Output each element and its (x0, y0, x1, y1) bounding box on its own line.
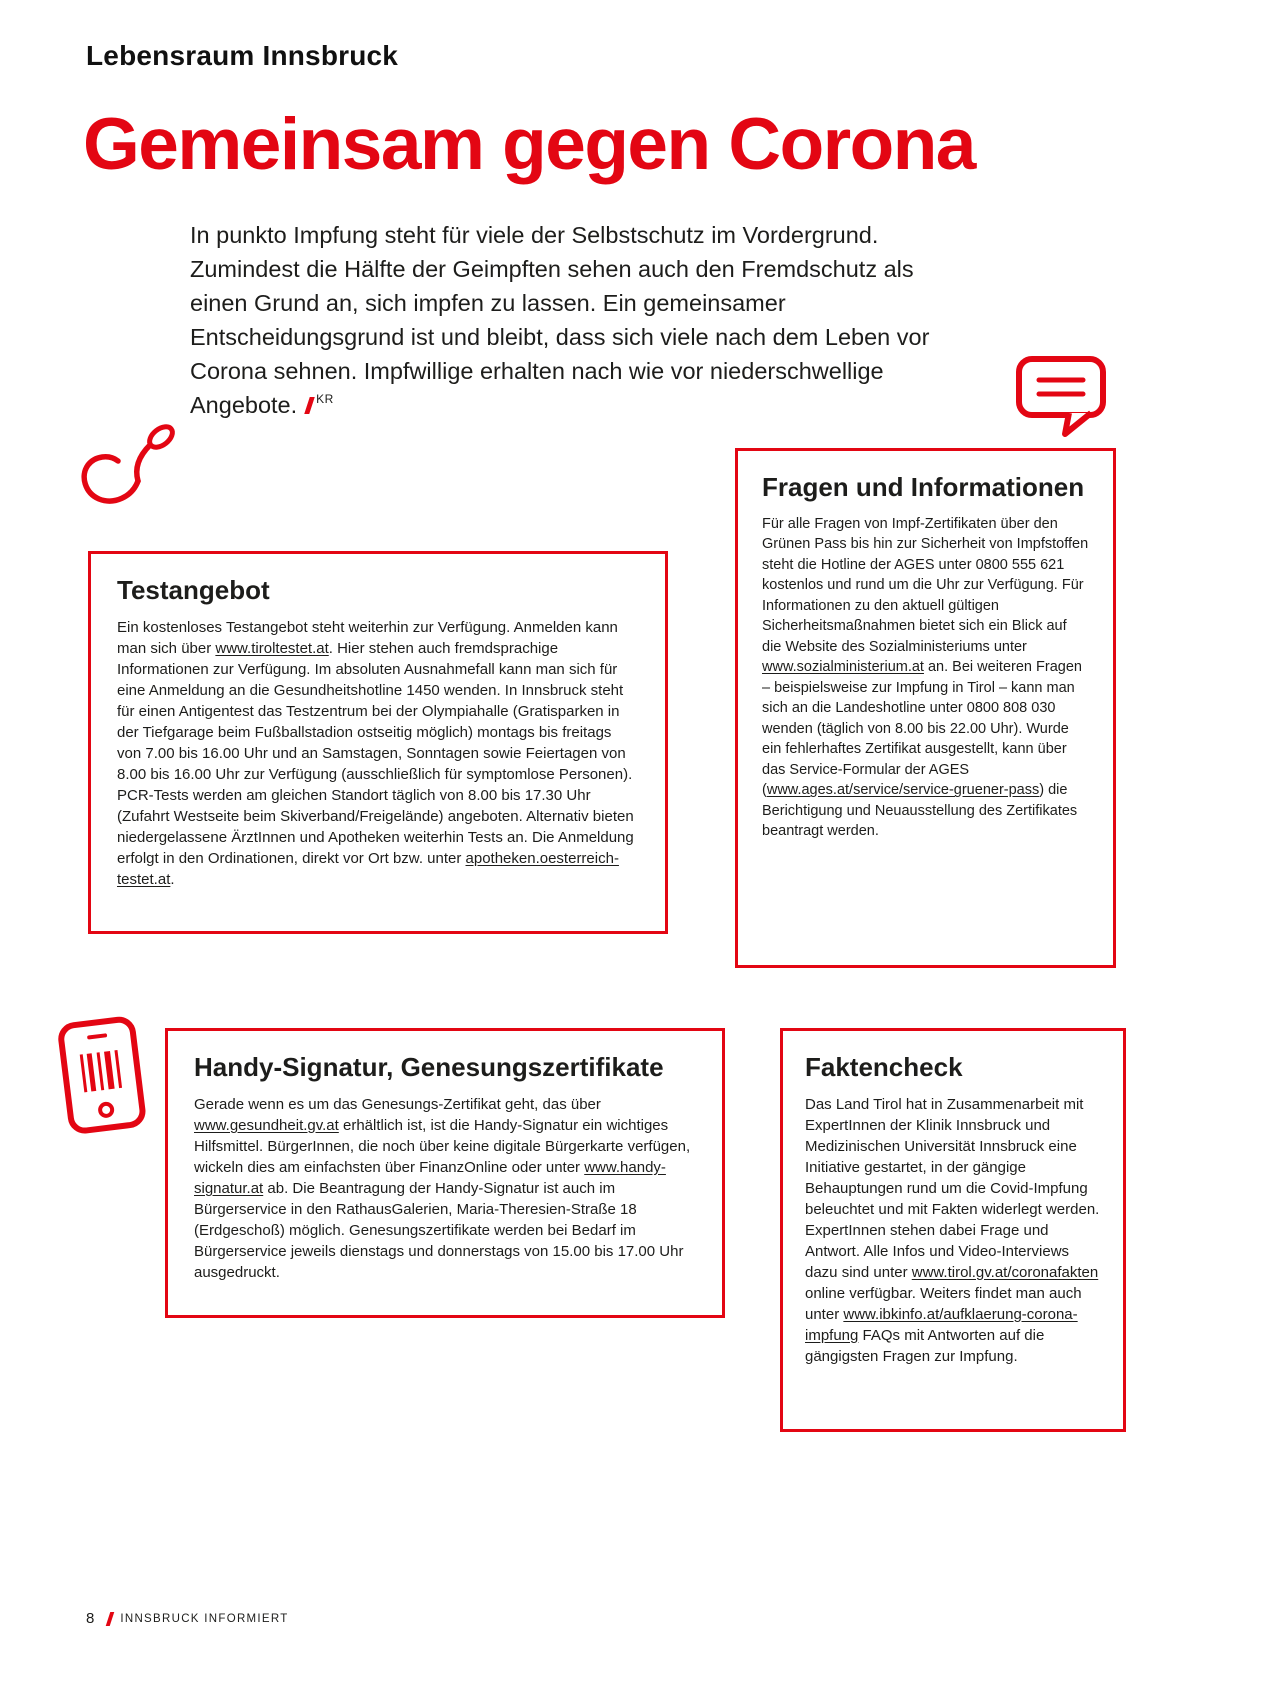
text-segment: . Hier stehen auch fremdsprachige Informationen zur Verfügung. Im absoluten Ausnahmefall kann man sich für eine Anmeldung an die Gesundheitshotline 1450 wenden. In Innsbruck steht für einen Antigentest das Testzentrum bei der Olympiahalle (Gratisparken in der Tiefgarage beim Fußballstadion ostseitig möglich) montags bis freitags von 7.00 bis 16.00 Uhr und an Samstagen, Sonntagen sowie Feiertagen von 8.00 bis 16.00 Uhr zur Verfügung (ausschließlich für symptomlose Personen). PCR-Tests werden am gleichen Standort täglich von 8.00 bis 17.30 Uhr (Zufahrt Westseite beim Skiverband/Freigelände) angeboten. Alternativ bieten niedergelassene ÄrztInnen und Apotheken weiterhin Tests an. Die Anmeldung erfolgt in den Ordinationen, direkt vor Ort bzw. unter (117, 639, 634, 867)
text-segment: Das Land Tirol hat in Zusammenarbeit mit ExpertInnen der Klinik Innsbruck und Medizinischen Universität Innsbruck eine Initiative gestartet, in der gängige Behauptungen rund um die Covid-Impfung beleuchtet und mit Fakten widerlegt werden. ExpertInnen stehen dabei Frage und Antwort. Alle Infos und Video-Interviews dazu sind unter (805, 1095, 1100, 1281)
link-ibkinfo-aufklaerung-corona-impfung[interactable]: www.ibkinfo.at/aufklaerung-corona-impfung (805, 1305, 1078, 1344)
magazine-name: INNSBRUCK INFORMIERT (120, 1612, 289, 1625)
intro-text: In punkto Impfung steht für viele der Selbstschutz im Vordergrund. Zumindest die Hälfte der Geimpften sehen auch den Fremdschutz als einen Grund an, sich impfen zu lassen. Ein gemeinsamer Entscheidungsgrund ist und bleibt, dass sich viele nach dem Leben vor Corona sehnen. Impfwillige erhalten nach wie vor niederschwellige Angebote. (190, 222, 930, 418)
link-tirol-coronafakten[interactable]: www.tirol.gv.at/coronafakten (911, 1263, 1099, 1281)
link-apotheken-oesterreich-testet[interactable]: apotheken.oesterreich-testet.at (117, 849, 619, 888)
link-handy-signatur-at[interactable]: www.handy-signatur.at (194, 1158, 666, 1197)
section-kicker: Lebensraum Innsbruck (86, 40, 399, 71)
text-segment: ab. Die Beantragung der Handy-Signatur ist auch im Bürgerservice in den RathausGalerien, Maria-Theresien-Straße 18 (Erdgeschoß) möglich. Genesungszertifikate werden bei Bedarf im Bürgerservice jeweils dienstags und donnerstags von 15.00 bis 17.00 Uhr ausgedruckt. (194, 1179, 684, 1281)
handy-signatur-body (194, 1094, 696, 1283)
page-title: Gemeinsam gegen Corona (83, 104, 975, 185)
phone-barcode-icon (58, 1016, 148, 1141)
text-segment: ) die Berichtigung und Neuausstellung des Zertifikates beantragt werden. (762, 782, 1078, 840)
fragen-informationen-box (735, 448, 1116, 968)
text-segment: erhältlich ist, ist die Handy-Signatur ein wichtiges Hilfsmittel. BürgerInnen, die noch über keine digitale Bürgerkarte verfügen, wickeln dies am einfachsten über FinanzOnline oder unter (194, 1116, 691, 1176)
testangebot-box (88, 551, 668, 934)
handy-signatur-box (165, 1028, 725, 1318)
speech-bubble-icon (1015, 355, 1107, 444)
text-segment: FAQs mit Antworten auf die gängigsten Fragen zur Impfung. (805, 1326, 1045, 1365)
fragen-body (762, 514, 1089, 842)
faktencheck-box (780, 1028, 1126, 1432)
page-footer (86, 1610, 289, 1627)
text-segment: Ein kostenloses Testangebot steht weiterhin zur Verfügung. Anmelden kann man sich über (117, 618, 618, 657)
link-tiroltestet[interactable]: www.tiroltestet.at (215, 639, 329, 657)
faktencheck-title: Faktencheck (805, 1052, 963, 1082)
testangebot-title: Testangebot (117, 575, 270, 605)
fragen-title: Fragen und Informationen (762, 472, 1085, 502)
testangebot-body (117, 617, 639, 890)
handy-signatur-title: Handy-Signatur, Genesungszertifikate (194, 1052, 664, 1082)
text-segment: Gerade wenn es um das Genesungs-Zertifikat geht, das über (194, 1095, 601, 1113)
intro-paragraph (190, 218, 955, 426)
text-segment: Für alle Fragen von Impf-Zertifikaten über den Grünen Pass bis hin zur Sicherheit von Impfstoffen steht die Hotline der AGES unter 0800 555 621 kostenlos und rund um die Uhr zur Verfügung. Für Informationen zu den aktuell gültigen Sicherheitsmaßnahmen bietet sich ein Blick auf die Website des Sozialministeriums unter (762, 515, 1089, 655)
red-slash-icon (304, 397, 315, 414)
link-gesundheit-gv-at[interactable]: www.gesundheit.gv.at (194, 1116, 339, 1134)
text-segment: online verfügbar. Weiters findet man auch unter (805, 1284, 1082, 1323)
faktencheck-body (805, 1094, 1101, 1367)
test-swab-icon (76, 423, 180, 530)
link-ages-service-gruener-pass[interactable]: www.ages.at/service/service-gruener-pass (766, 782, 1040, 799)
link-sozialministerium[interactable]: www.sozialministerium.at (762, 659, 924, 676)
text-segment: an. Bei weiteren Fragen – beispielsweise zur Impfung in Tirol – kann man sich an die Landeshotline unter 0800 808 030 wenden (täglich von 8.00 bis 22.00 Uhr). Wurde ein fehlerhaftes Zertifikat ausgestellt, kann über das Service-Formular der AGES ( (762, 659, 1082, 799)
red-slash-icon (106, 1612, 115, 1626)
author-initials: KR (316, 392, 334, 406)
page-number: 8 (86, 1610, 95, 1627)
text-segment: . (170, 870, 175, 888)
